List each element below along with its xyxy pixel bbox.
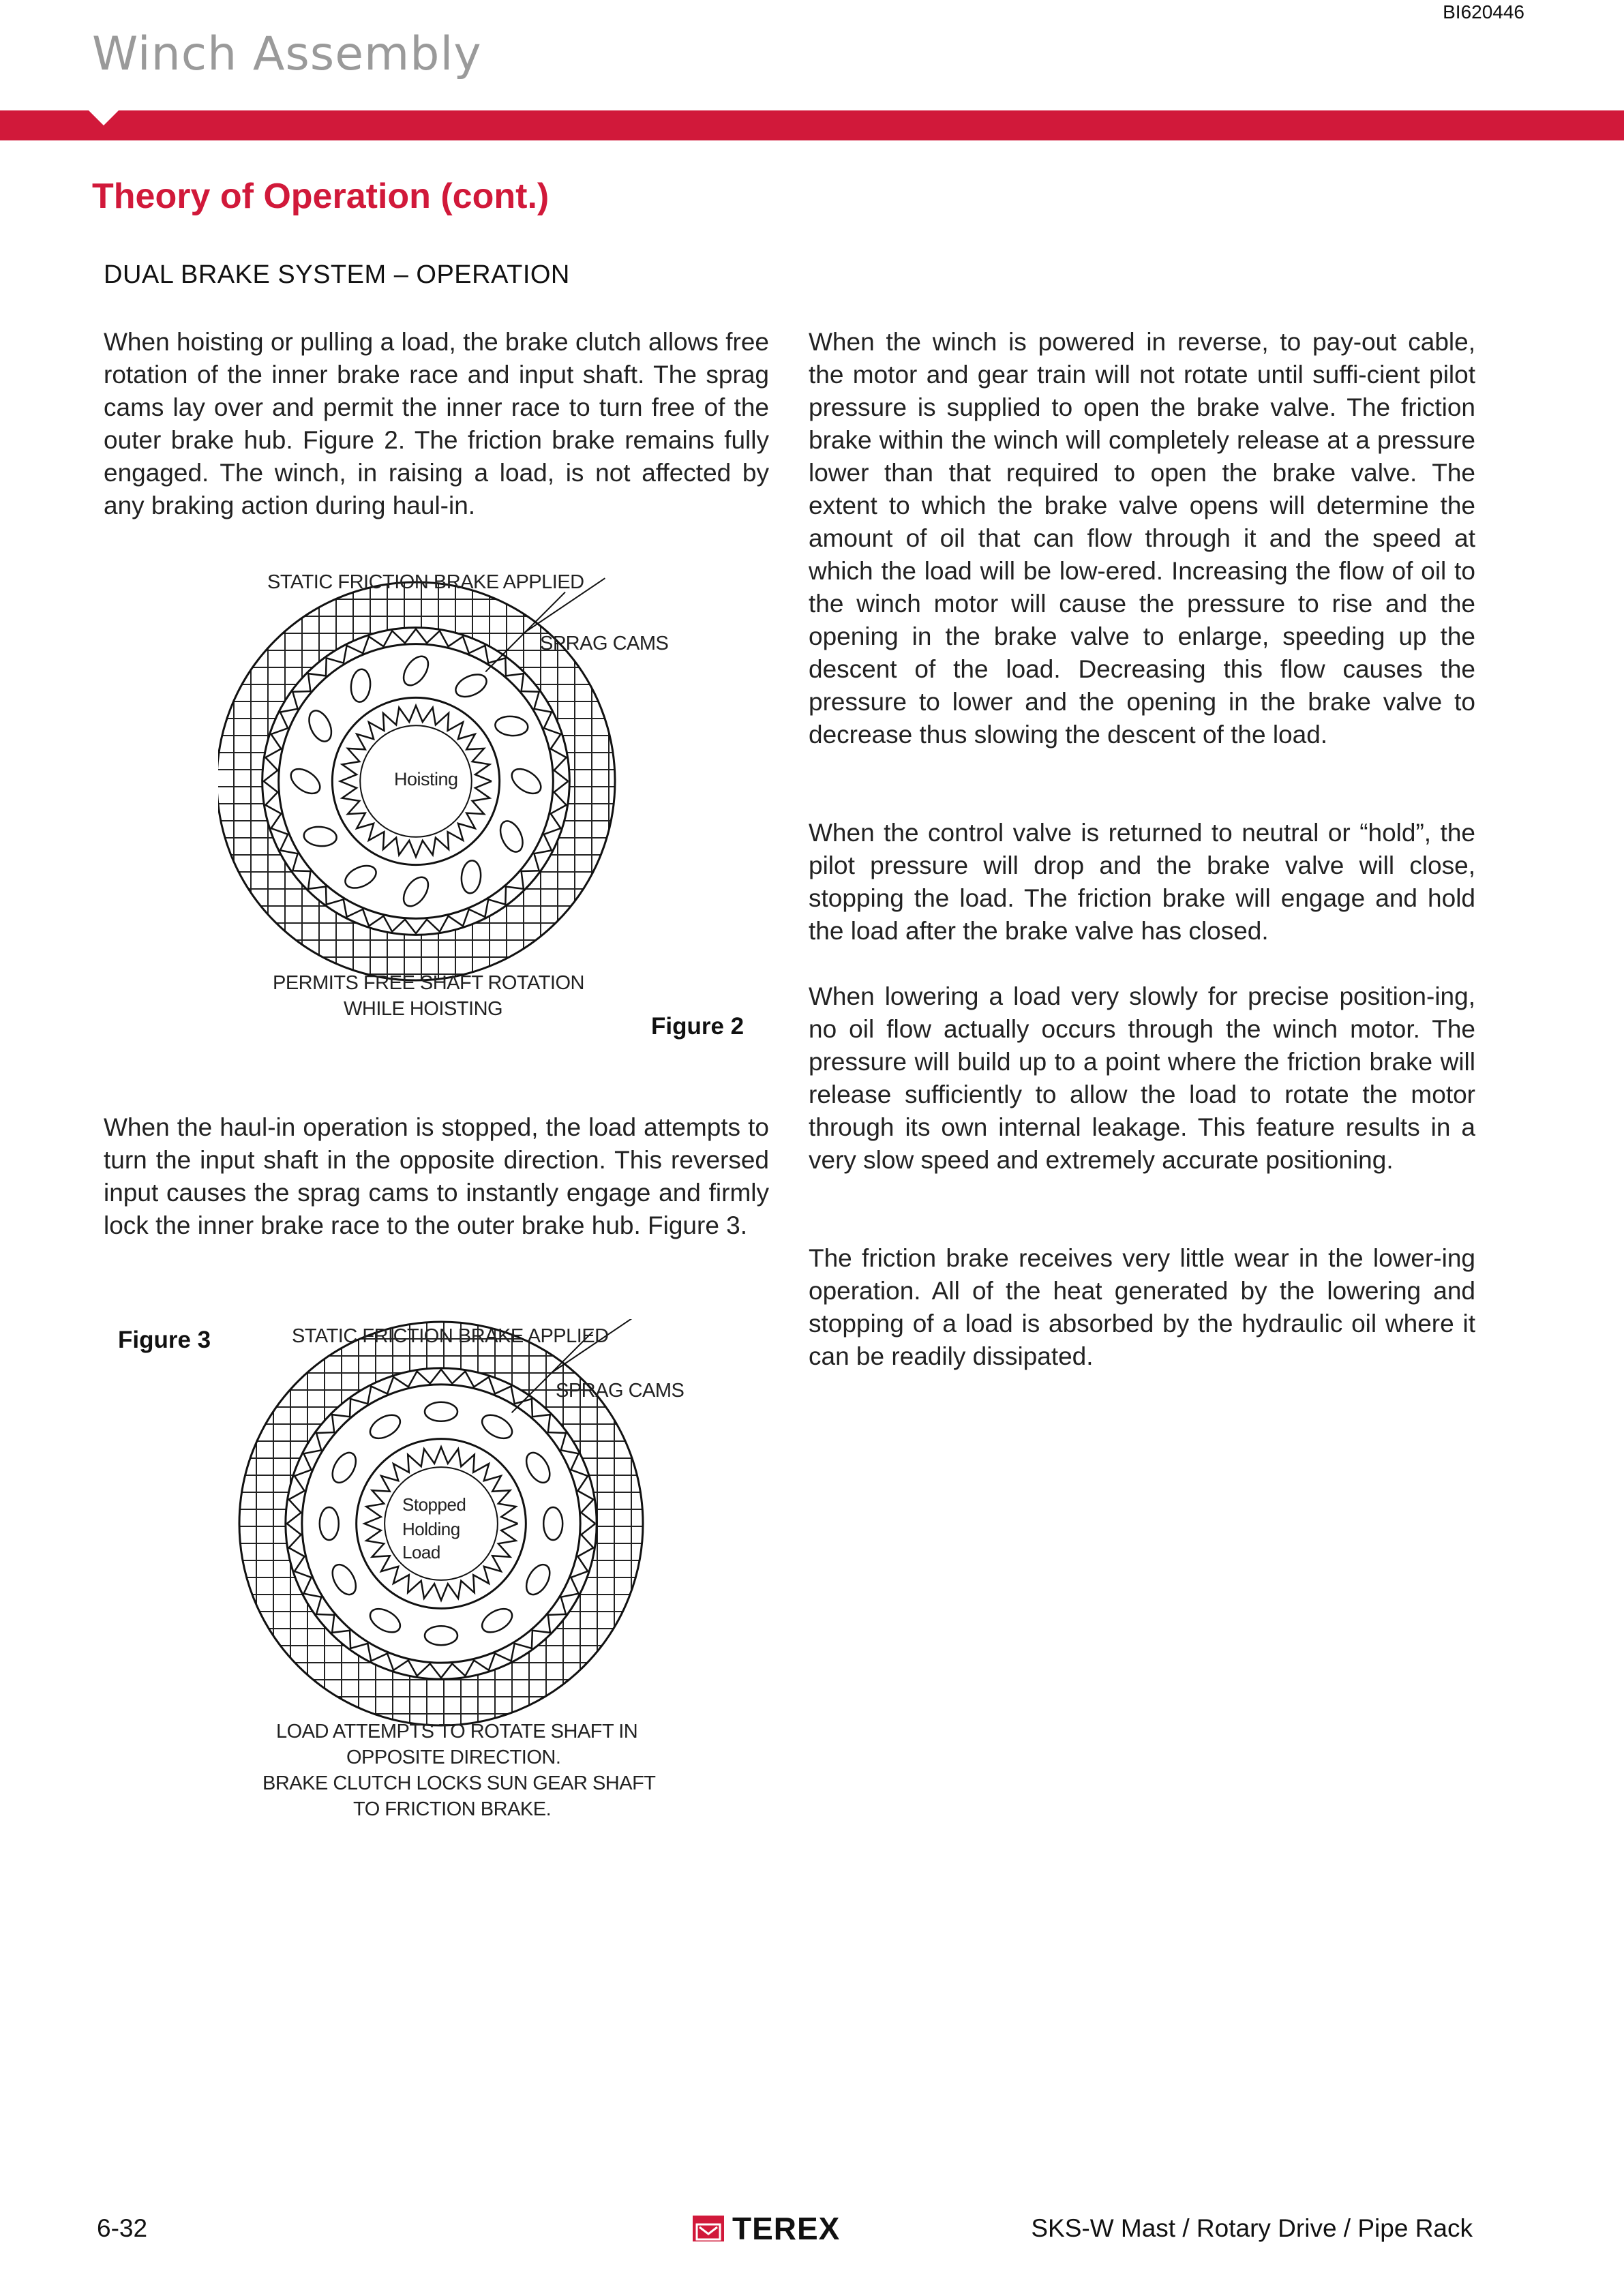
terex-logo-icon [693,2216,724,2241]
right-paragraph-3: When lowering a load very slowly for precise position-ing, no oil flow actually occurs through the winch motor. The pressure will build up to a point where the friction brake will release sufficiently to allow the load to rotate the motor through its own internal leakage. This feature results in a very slow speed and extremely accurate positioning. [809,982,1475,1174]
figure-3-center-line-1: Stopped [402,1494,466,1515]
header-bar-notch [89,110,119,125]
section-title: Theory of Operation (cont.) [92,177,550,216]
figure-3-bottom-line-3: BRAKE CLUTCH LOCKS SUN GEAR SHAFT [262,1772,656,1794]
right-paragraph-4: The friction brake receives very little wear in the lower-ing operation. All of the heat generated by the lowering and stopping of a load is absorbed by the hydraulic oil where it can be readily dissipated. [809,1244,1475,1370]
figure-3-bottom-line-4: TO FRICTION BRAKE. [353,1798,552,1820]
left-paragraph-1: When hoisting or pulling a load, the brake clutch allows free rotation of the inner brake race and input shaft. The sprag cams lay over and permit the inner race to turn free of the outer brake hub. Figure 2. The friction brake remains fully engaged. The winch, in raising a load, is not affected by any braking action during haul-in. [104,328,769,519]
right-paragraph-1: When the winch is powered in reverse, to pay-out cable, the motor and gear train will not rotate until suffi-cient pilot pressure is supplied to open the brake valve. The friction brake within the winch will completely release at a pressure lower than that required to open the brake valve. The extent to which the brake valve opens will determine the amount of oil that can flow through it and the speed at which the load will be low-ered. Increasing the flow of oil to the winch motor will cause the pressure to rise and the opening in the brake valve to enlarge, speeding up the descent of the load. Decreasing this flow causes the pressure to lower and the opening in the brake valve to decrease thus slowing the descent of the load. [809,328,1475,749]
right-paragraph-2: When the control valve is returned to neutral or “hold”, the pilot pressure will drop and the brake valve will close, stopping the load. The friction brake will engage and hold the load after the brake valve has closed. [809,819,1475,945]
figure-3-caption: Figure 3 [118,1327,211,1353]
cams-leader-line-2 [485,592,565,672]
figure-2-caption: Figure 2 [651,1013,745,1040]
page-header-title: Winch Assembly [92,27,482,81]
footer-page-number: 6-32 [97,2214,148,2242]
sprag-cam [425,1402,457,1421]
sprag-cam [320,1507,339,1540]
figure-2-center-label: Hoisting [394,769,458,789]
figure-2-bottom-line-2: WHILE HOISTING [344,998,503,1020]
figure-3-bottom-line-2: OPPOSITE DIRECTION. [346,1747,561,1768]
header-red-bar [0,110,1624,140]
sprag-cam [543,1507,562,1540]
figure-3-cams-label: SPRAG CAMS [556,1380,685,1402]
figure-2-cams-label: SPRAG CAMS [540,633,669,654]
subheading: DUAL BRAKE SYSTEM – OPERATION [104,260,570,289]
figure-3-center-line-3: Load [402,1542,440,1562]
figure-2-bottom-line-1: PERMITS FREE SHAFT ROTATION [273,972,584,994]
left-paragraph-2: When the haul-in operation is stopped, the load attempts to turn the input shaft in the opposite direction. This reversed input causes the sprag cams to instantly engage and firmly lock the inner brake race to the outer brake hub. Figure 3. [104,1113,769,1239]
footer-brand-name: TEREX [732,2211,841,2246]
figure-2-top-label: STATIC FRICTION BRAKE APPLIED [267,571,584,593]
document-code: BI620446 [1443,1,1524,22]
figure-3-center-line-2: Holding [402,1519,460,1539]
footer-brand [693,2210,840,2247]
figure-3-top-label: STATIC FRICTION BRAKE APPLIED [292,1325,609,1347]
footer-document-title: SKS-W Mast / Rotary Drive / Pipe Rack [1031,2214,1473,2242]
sprag-cam [425,1626,457,1645]
figure-3-bottom-line-1: LOAD ATTEMPTS TO ROTATE SHAFT IN [276,1721,638,1742]
